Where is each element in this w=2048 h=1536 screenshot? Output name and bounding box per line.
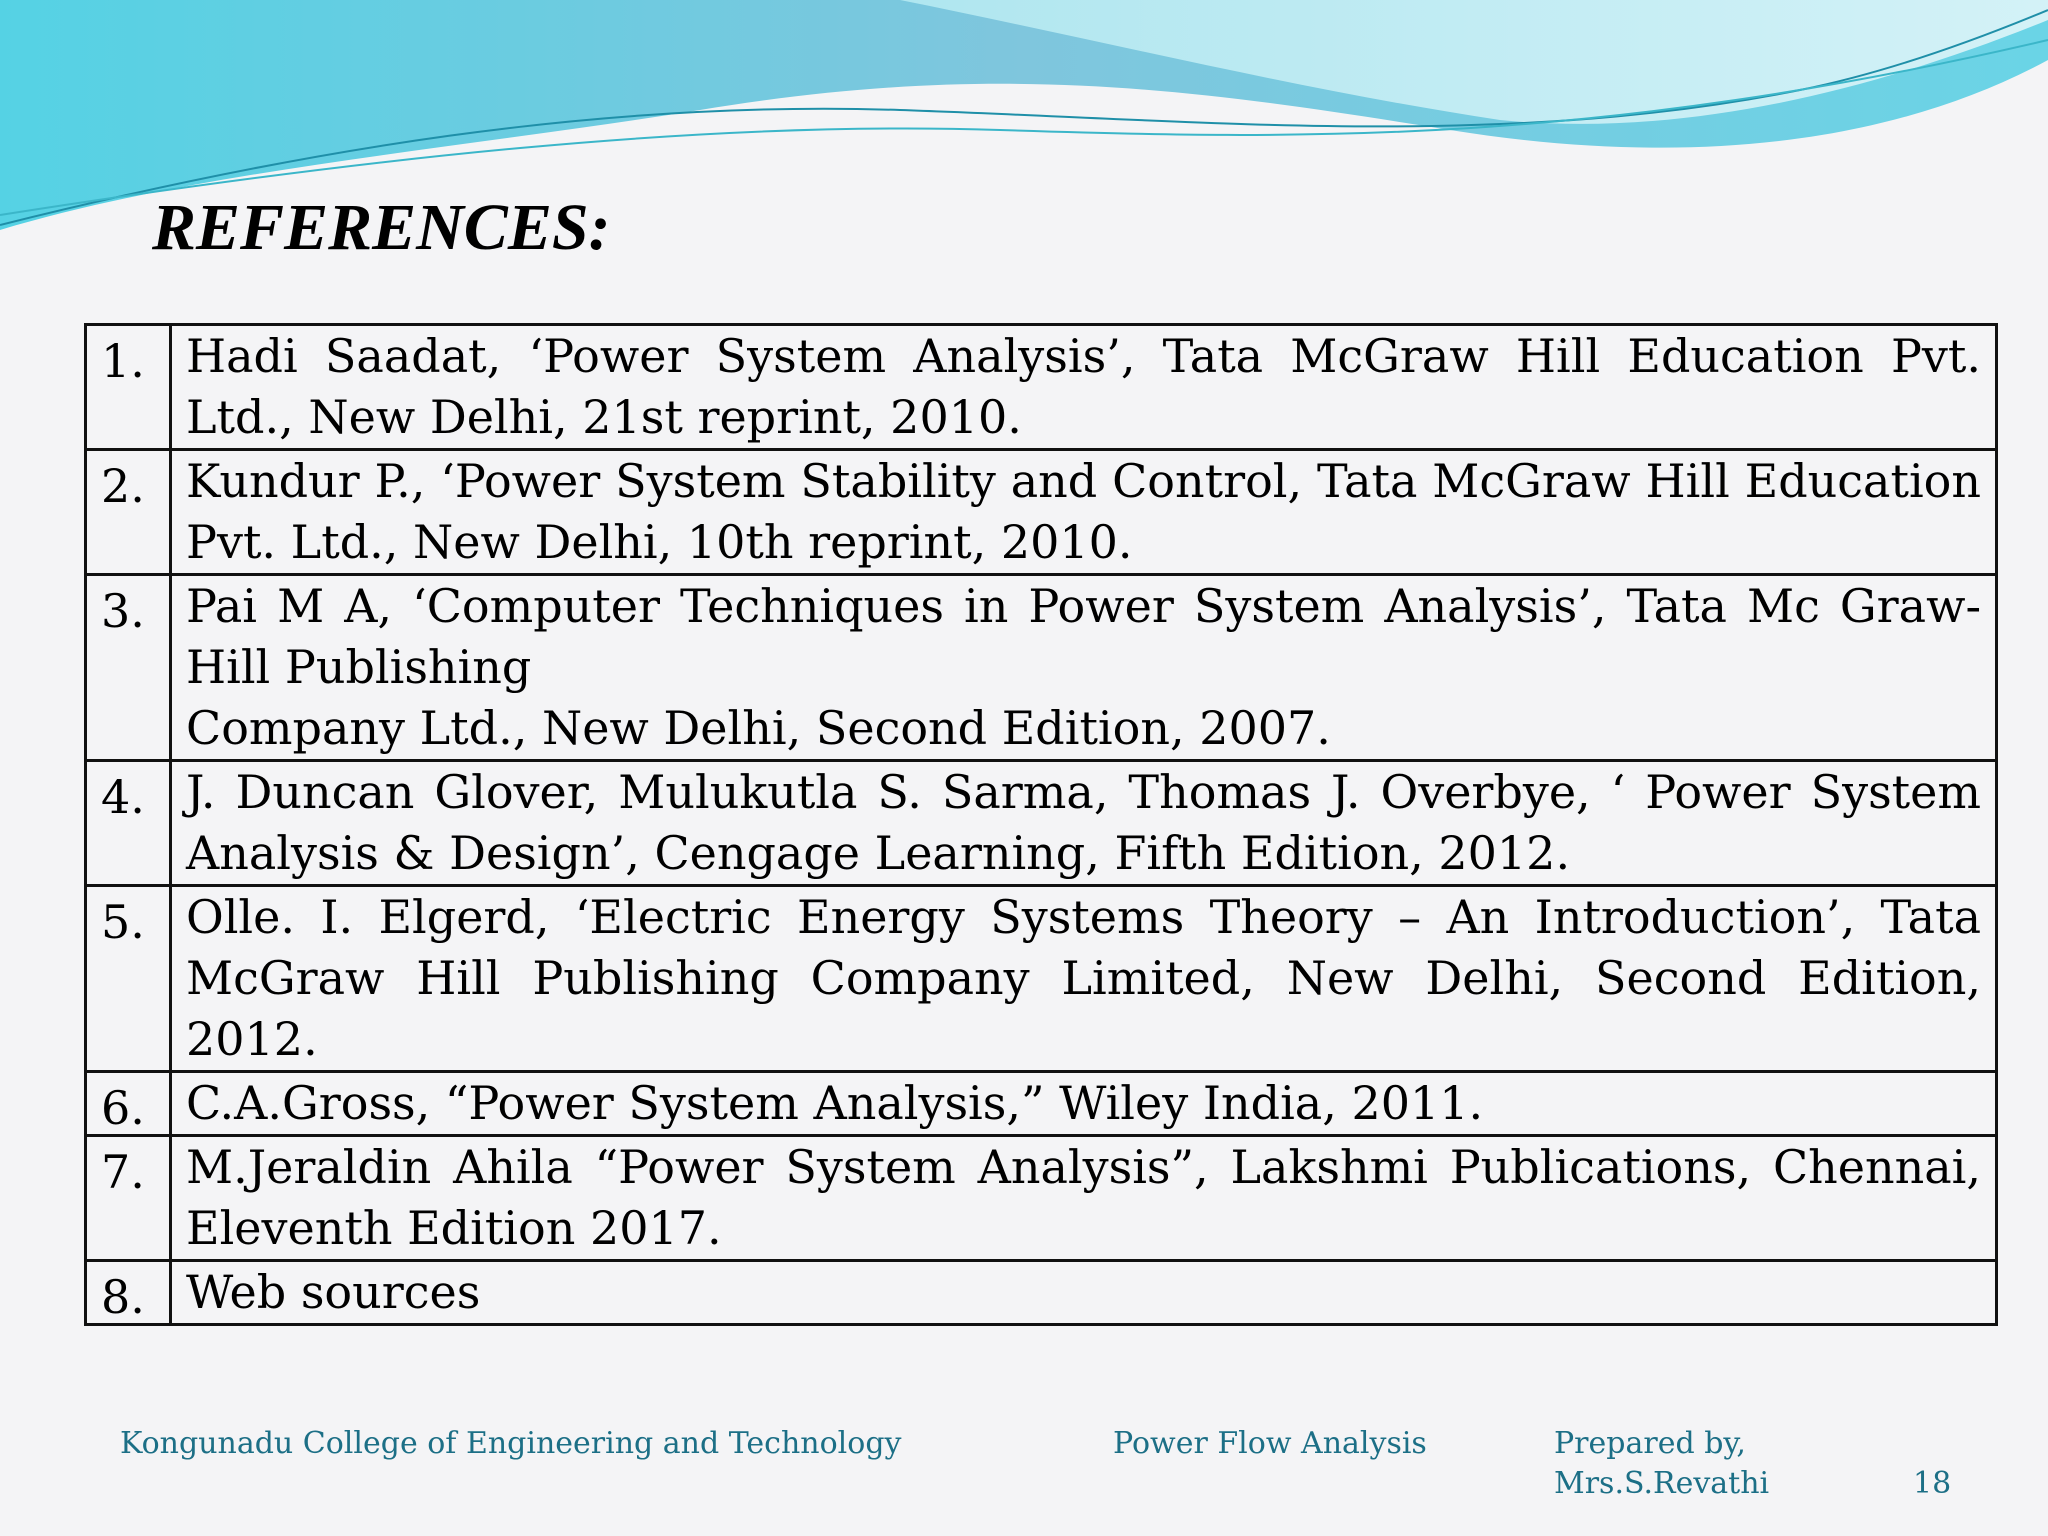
footer-college: Kongunadu College of Engineering and Technology: [120, 1426, 902, 1461]
reference-text: Olle. I. Elgerd, ‘Electric Energy Systems Theory – An Introduction’, Tata McGraw Hill Publishing Company Limited, New Delhi, Second Edition, 2012.: [171, 886, 1997, 1072]
reference-number: 3.: [86, 575, 171, 761]
reference-text: Kundur P., ‘Power System Stability and Control, Tata McGraw Hill Education Pvt. Ltd., New Delhi, 10th reprint, 2010.: [171, 450, 1997, 575]
table-row: [86, 1072, 1997, 1136]
reference-text: C.A.Gross, “Power System Analysis,” Wiley India, 2011.: [171, 1072, 1997, 1136]
reference-text: J. Duncan Glover, Mulukutla S. Sarma, Thomas J. Overbye, ‘ Power System Analysis & Design’, Cengage Learning, Fifth Edition, 2012.: [171, 761, 1997, 886]
table-row: [86, 1261, 1997, 1325]
reference-number: 2.: [86, 450, 171, 575]
reference-number: 5.: [86, 886, 171, 1072]
table-row: [86, 325, 1997, 450]
reference-number: 8.: [86, 1261, 171, 1325]
references-table: [84, 323, 1998, 1326]
table-row: [86, 886, 1997, 1072]
reference-text: Hadi Saadat, ‘Power System Analysis’, Tata McGraw Hill Education Pvt. Ltd., New Delhi, 21st reprint, 2010.: [171, 325, 1997, 450]
reference-text: Web sources: [171, 1261, 1997, 1325]
footer-prepared-label: Prepared by,: [1554, 1426, 1746, 1461]
reference-number: 1.: [86, 325, 171, 450]
reference-text-line: Pai M A, ‘Computer Techniques in Power System Analysis’, Tata Mc Graw-Hill Publishing: [186, 579, 1981, 694]
footer-topic: Power Flow Analysis: [1113, 1426, 1427, 1461]
page-number: 18: [1913, 1466, 1952, 1501]
page-title: REFERENCES:: [152, 191, 611, 264]
reference-text-line: Company Ltd., New Delhi, Second Edition, 2007.: [186, 701, 1331, 755]
reference-text: [171, 575, 1997, 761]
table-row: [86, 575, 1997, 761]
footer-author: Mrs.S.Revathi: [1554, 1466, 1770, 1501]
reference-text: M.Jeraldin Ahila “Power System Analysis”, Lakshmi Publications, Chennai, Eleventh Edition 2017.: [171, 1136, 1997, 1261]
reference-number: 4.: [86, 761, 171, 886]
footer-prepared-by: [1554, 1424, 1769, 1504]
table-row: [86, 1136, 1997, 1261]
reference-number: 7.: [86, 1136, 171, 1261]
table-row: [86, 761, 1997, 886]
reference-number: 6.: [86, 1072, 171, 1136]
table-row: [86, 450, 1997, 575]
